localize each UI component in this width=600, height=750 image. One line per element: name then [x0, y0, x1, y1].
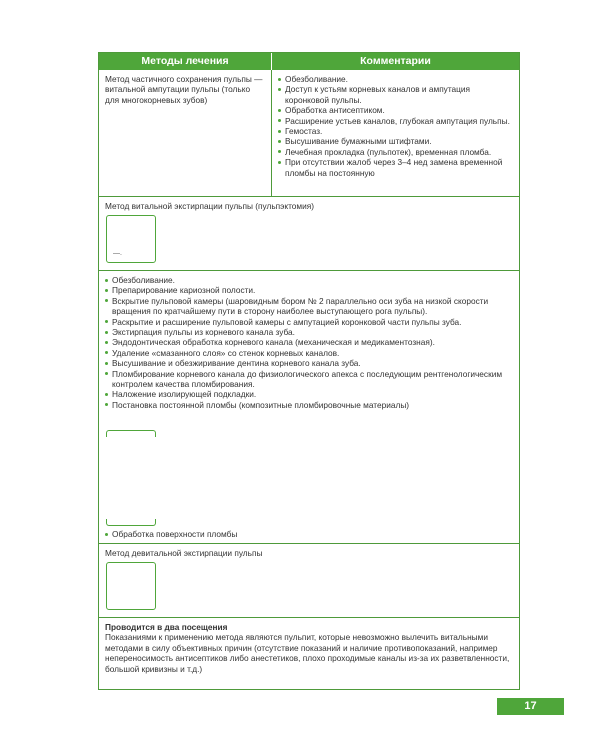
list-item: Обезболивание.	[105, 275, 513, 285]
method-cell: Метод частичного сохранения пульпы — витальной ампутации пульпы (только для многокорневых зубов)	[99, 70, 272, 196]
section-text: Показаниями к применению метода являются пульпит, которые невозможно вылечить витальными методами в силу объективных причин (отсутствие показаний и наличие противопоказаний, например непереносимость антисептиков либо анестетиков, плохо проходимые каналы из-за их разветвленности, большой кривизны и т.д.)	[105, 632, 510, 674]
list-item: Расширение устьев каналов, глубокая ампутация пульпы.	[278, 116, 513, 126]
list-item: Экстирпация пульпы из корневого канала зуба.	[105, 327, 513, 337]
method-cell: Метод витальной экстирпации пульпы (пульпэктомия)	[105, 201, 315, 211]
list-item: Обезболивание.	[278, 74, 513, 84]
box-mark: —.	[113, 250, 122, 257]
list-item: Пломбирование корневого канала до физиологического апекса с последующим рентгенологическим контролем качества пломбирования.	[105, 369, 513, 390]
list-item: Высушивание и обезжиривание дентина корневого канала зуба.	[105, 358, 513, 368]
list-item: Высушивание бумажными штифтами.	[278, 136, 513, 146]
list-item: При отсутствии жалоб через 3–4 нед замена временной пломбы на постоянную	[278, 157, 513, 178]
comments-cell	[272, 70, 519, 196]
steps-cell	[99, 271, 519, 414]
list-item: Доступ к устьям корневых каналов и ампутация коронковой пульпы.	[278, 84, 513, 105]
comments-list	[278, 74, 513, 178]
method-cell: Метод девитальной экстирпации пульпы	[105, 548, 263, 558]
steps-list	[105, 275, 513, 410]
row-vital-steps	[99, 270, 519, 543]
list-item: Вскрытие пульповой камеры (шаровидным бором № 2 параллельно оси зуба на низкой скорости вращения по кратчайшему пути в сторону наиболее выступающего рога пульпы).	[105, 296, 513, 317]
list-item: Удаление «смазанного слоя» со стенок корневых каналов.	[105, 348, 513, 358]
placeholder-box	[106, 562, 156, 610]
list-item: Лечебная прокладка (пульпотек), временная пломба.	[278, 147, 513, 157]
list-item: Раскрытие и расширение пульповой камеры с ампутацией коронковой части пульпы зуба.	[105, 317, 513, 327]
header-methods: Методы лечения	[99, 53, 272, 70]
row-vital-extirpation	[99, 196, 519, 270]
row-partial-pulp-preservation	[99, 70, 519, 196]
table-header	[99, 53, 519, 70]
row-devital-extirpation	[99, 543, 519, 617]
list-item: Эндодонтическая обработка корневого канала (механическая и медикаментозная).	[105, 337, 513, 347]
placeholder-box	[106, 215, 156, 263]
row-two-visits	[99, 617, 519, 689]
section-title: Проводится в два посещения	[105, 622, 228, 632]
list-item: Наложение изолирующей подкладки.	[105, 389, 513, 399]
treatment-methods-table	[98, 52, 520, 690]
placeholder-bracket-bottom	[106, 519, 156, 526]
list-item: Гемостаз.	[278, 126, 513, 136]
final-step-list	[105, 529, 237, 539]
placeholder-bracket-top	[106, 430, 156, 437]
list-item: Постановка постоянной пломбы (композитные пломбировочные материалы)	[105, 400, 513, 410]
two-visits-cell	[99, 618, 519, 678]
list-item: Обработка антисептиком.	[278, 105, 513, 115]
list-item: Обработка поверхности пломбы	[105, 529, 237, 539]
header-comments: Комментарии	[360, 55, 431, 67]
list-item: Препарирование кариозной полости.	[105, 285, 513, 295]
page-number: 17	[497, 698, 564, 715]
